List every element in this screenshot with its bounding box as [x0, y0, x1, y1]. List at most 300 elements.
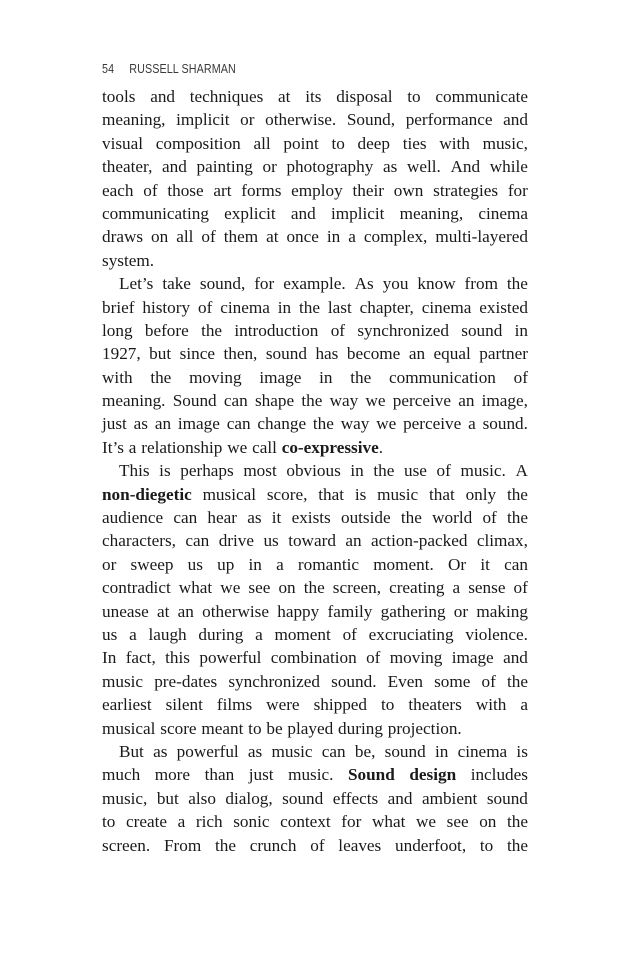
word: the: [506, 274, 528, 294]
word: the: [506, 484, 528, 504]
word: visual: [102, 133, 144, 153]
word: as: [247, 741, 263, 761]
word: shipped: [313, 695, 368, 715]
word: techniques: [189, 87, 264, 106]
word: Sound: [172, 391, 217, 411]
word: can: [321, 741, 346, 761]
word: moment: [274, 624, 331, 644]
text-line: [102, 436, 528, 459]
word: family: [327, 601, 373, 621]
text-line: [102, 506, 528, 529]
word: [409, 763, 456, 786]
word: powerful: [176, 741, 239, 761]
word: sound: [384, 741, 426, 761]
word: a: [276, 554, 284, 574]
word: and: [387, 788, 413, 808]
word: with: [102, 367, 133, 387]
word: music.: [288, 765, 334, 785]
word: or: [240, 110, 255, 130]
word: sound,: [199, 274, 246, 294]
word: films: [216, 695, 253, 715]
word: composition: [155, 133, 241, 153]
word: of: [330, 320, 346, 340]
word: history: [142, 297, 191, 317]
word: Sound,: [346, 110, 396, 130]
word: characters,: [102, 531, 176, 551]
word: once: [286, 227, 319, 247]
word: a: [129, 624, 137, 644]
word: excruciating: [368, 624, 454, 644]
word: in: [319, 367, 333, 387]
word: use: [404, 461, 427, 481]
word: those: [167, 180, 204, 200]
word: communicating: [102, 203, 209, 223]
word: music: [377, 484, 419, 504]
word: and: [162, 157, 187, 177]
word: In: [102, 648, 117, 668]
word: synchronized: [228, 671, 320, 691]
word: otherwise.: [265, 110, 337, 130]
word: sound: [265, 344, 307, 364]
word: system.: [102, 250, 155, 270]
word: on: [278, 578, 296, 598]
word: sound.: [482, 414, 528, 434]
word: take: [162, 274, 191, 294]
word: employ: [291, 180, 343, 200]
text-line: [102, 272, 528, 295]
body-text: [102, 85, 528, 857]
word: art: [213, 180, 232, 200]
paragraph: [102, 85, 528, 272]
word: combination: [270, 648, 357, 668]
word: a: [468, 414, 476, 434]
word: the: [301, 391, 323, 411]
word: otherwise: [202, 601, 269, 621]
word: and: [503, 648, 528, 668]
text-line: [102, 600, 528, 623]
word: dialog,: [225, 788, 273, 808]
word: the: [507, 835, 528, 855]
word: as: [153, 741, 168, 761]
word: obvious: [286, 461, 341, 481]
word: the: [400, 508, 422, 528]
word: as: [247, 508, 262, 528]
word: sound.: [331, 671, 377, 691]
word: we: [227, 437, 248, 457]
word: just: [248, 765, 274, 785]
word: laugh: [148, 624, 187, 644]
word: is: [159, 461, 171, 481]
word: [102, 483, 192, 506]
word: audience: [102, 508, 164, 528]
word: know: [417, 274, 456, 294]
word: performance: [405, 110, 493, 130]
word: and: [503, 110, 528, 130]
word: of: [342, 624, 357, 644]
word: with: [439, 133, 470, 153]
word: an: [458, 391, 475, 411]
word: existed: [479, 297, 528, 317]
word: sound: [486, 788, 528, 808]
word: cinema: [478, 203, 528, 223]
word: relationship: [141, 437, 223, 457]
word: ambient: [421, 788, 478, 808]
word: as: [382, 157, 398, 177]
word: and: [150, 87, 176, 106]
word: can: [185, 531, 210, 551]
word: long: [102, 320, 133, 340]
word: of: [513, 367, 528, 387]
word: way: [340, 414, 370, 434]
word: a: [348, 227, 356, 247]
word: toward: [288, 531, 336, 551]
word: cinema: [421, 297, 472, 317]
word: introduction: [234, 320, 319, 340]
text-line: [102, 717, 528, 740]
word: unease: [102, 601, 149, 621]
word: the: [507, 508, 528, 528]
word: only: [465, 484, 497, 504]
word: perceive: [392, 391, 451, 411]
word: or: [102, 554, 117, 574]
word: happy: [277, 601, 320, 621]
word: were: [266, 695, 300, 715]
text-line: [102, 623, 528, 646]
text-line: [102, 366, 528, 389]
word: an: [408, 344, 426, 364]
bold-term: non-diegetic: [102, 484, 192, 504]
word: deep: [357, 133, 390, 153]
text-line: [102, 85, 528, 108]
word: forms: [241, 180, 282, 200]
text-line: [102, 483, 528, 506]
word: their: [352, 180, 384, 200]
word: outside: [340, 508, 391, 528]
word: an: [345, 531, 362, 551]
word: is: [354, 484, 367, 504]
word: what: [371, 812, 406, 832]
word: meaning,: [399, 203, 464, 223]
word: earliest: [102, 695, 152, 715]
word: a: [128, 437, 137, 457]
word: them: [223, 227, 259, 247]
word: leaves: [338, 835, 382, 855]
word: And: [450, 157, 481, 177]
word: us: [187, 554, 203, 574]
word: tools: [102, 87, 136, 106]
word: of: [197, 297, 213, 317]
word: moving: [389, 648, 443, 668]
word: also: [188, 788, 216, 808]
word: the: [214, 835, 236, 855]
text-line: [102, 319, 528, 342]
text-line: [102, 179, 528, 202]
word: is: [516, 741, 528, 761]
word: with: [475, 695, 507, 715]
word: in: [277, 297, 292, 317]
running-header: [102, 62, 236, 76]
word: musical: [202, 484, 257, 504]
text-line: [102, 810, 528, 833]
word: a: [520, 695, 528, 715]
word: to: [479, 835, 494, 855]
word: silent: [165, 695, 203, 715]
word: music: [102, 671, 144, 691]
word: includes: [470, 765, 528, 785]
word: [348, 763, 395, 786]
word: fact,: [125, 648, 156, 668]
word: become: [346, 344, 401, 364]
word: we: [365, 391, 386, 411]
word: music: [271, 741, 313, 761]
word: some: [434, 671, 471, 691]
word: see: [248, 578, 271, 598]
word: music,: [102, 788, 148, 808]
word: own: [393, 180, 424, 200]
running-head-author: RUSSELL SHARMAN: [129, 62, 236, 76]
word: equal: [433, 344, 471, 364]
word: hear: [207, 508, 237, 528]
word: then,: [223, 344, 258, 364]
word: we: [220, 578, 241, 598]
word: drive: [218, 531, 255, 551]
word: be: [266, 718, 283, 738]
word: It’s: [102, 437, 124, 457]
word: climax,: [476, 531, 528, 551]
word: gathering: [380, 601, 446, 621]
word: or: [453, 601, 469, 621]
word: change: [257, 414, 307, 434]
word: effects: [332, 788, 379, 808]
word: played: [287, 718, 334, 738]
word: can: [226, 414, 251, 434]
bold-term: co-expressive: [281, 437, 379, 457]
word: the: [201, 320, 223, 340]
word: from: [464, 274, 498, 294]
word: the: [150, 367, 172, 387]
word: of: [513, 578, 528, 598]
word: in: [326, 227, 341, 247]
word: last: [327, 297, 352, 317]
word: for: [254, 274, 275, 294]
text-line: [102, 202, 528, 225]
word: This: [119, 461, 150, 481]
text-line: [102, 529, 528, 552]
word: powerful: [199, 648, 262, 668]
word: partner: [479, 344, 528, 364]
text-line: [102, 763, 528, 786]
word: crunch: [249, 835, 297, 855]
word: it: [271, 508, 282, 528]
word: exists: [291, 508, 331, 528]
word: call: [252, 437, 277, 457]
word: communicate: [435, 87, 528, 106]
word: has: [315, 344, 339, 364]
word: explicit: [224, 203, 276, 223]
word: meaning,: [102, 110, 166, 130]
word: Or: [448, 554, 467, 574]
word: violence.: [465, 624, 528, 644]
word: perceive: [403, 414, 462, 434]
word: sonic: [233, 812, 270, 832]
word: making: [476, 601, 528, 621]
word: in: [350, 461, 364, 481]
word: multi-layered: [435, 227, 528, 247]
bold-term: Sound: [347, 765, 395, 785]
text-line: [102, 249, 528, 272]
word: that: [428, 484, 455, 504]
word: much: [102, 765, 141, 785]
word: chapter,: [359, 297, 414, 317]
word: the: [507, 671, 528, 691]
word: before: [144, 320, 189, 340]
word: well.: [406, 157, 441, 177]
word: just: [102, 414, 127, 434]
word: of: [310, 835, 325, 855]
word: all: [176, 227, 194, 247]
word: for: [507, 180, 528, 200]
word: theaters: [408, 695, 462, 715]
word: complex,: [363, 227, 428, 247]
word: point: [283, 133, 319, 153]
word: in: [514, 320, 528, 340]
word: at: [278, 87, 291, 106]
word: the: [303, 578, 325, 598]
word: underfoot,: [395, 835, 467, 855]
word: during: [338, 718, 383, 738]
word: on: [151, 227, 169, 247]
word: contradict: [102, 578, 171, 598]
text-line: [102, 834, 528, 857]
text-line: [102, 693, 528, 716]
word: as: [133, 414, 148, 434]
word: can: [173, 508, 198, 528]
word: can: [504, 554, 528, 574]
word: the: [350, 367, 372, 387]
word: the: [312, 414, 334, 434]
word: example.: [283, 274, 346, 294]
word: see: [446, 812, 469, 832]
text-line: [102, 670, 528, 693]
word: pre-dates: [154, 671, 218, 691]
word: implicit: [330, 203, 385, 223]
word: create: [125, 812, 167, 832]
word: this: [165, 648, 190, 668]
word: it: [480, 554, 490, 574]
word: Let’s: [119, 274, 154, 294]
word: at: [266, 227, 279, 247]
word: most: [243, 461, 277, 481]
bold-term: design: [409, 765, 457, 785]
word: its: [305, 87, 322, 106]
word: cinema: [220, 297, 270, 317]
word: action-packed: [371, 531, 468, 551]
word: of: [482, 508, 497, 528]
word: implicit: [176, 110, 230, 130]
word: draws: [102, 227, 144, 247]
word: sound: [461, 320, 503, 340]
text-line: [102, 459, 528, 482]
word: to: [407, 87, 421, 106]
word: 1927,: [102, 344, 141, 364]
text-line: [102, 646, 528, 669]
word: while: [489, 157, 528, 177]
text-line: [102, 740, 528, 763]
word: to: [248, 718, 262, 738]
word: of: [436, 461, 451, 481]
paragraph: [102, 272, 528, 459]
text-line: [102, 108, 528, 131]
word: But: [119, 741, 144, 761]
word: brief: [102, 297, 135, 317]
word: during: [198, 624, 244, 644]
word: what: [178, 578, 213, 598]
word: rich: [195, 812, 223, 832]
word: we: [376, 414, 397, 434]
word: romantic: [297, 554, 359, 574]
word: As: [354, 274, 374, 294]
word: an: [154, 414, 172, 434]
word: score,: [266, 484, 308, 504]
word: cinema: [457, 741, 508, 761]
word: meant: [201, 718, 244, 738]
word: photography: [286, 157, 374, 177]
word: up: [217, 554, 235, 574]
word: a: [177, 812, 186, 832]
word: painting: [196, 157, 253, 177]
word: perhaps: [180, 461, 234, 481]
word: theater,: [102, 157, 153, 177]
word: projection.: [387, 718, 462, 738]
text-line: [102, 787, 528, 810]
word: musical: [102, 718, 156, 738]
word: to: [331, 133, 345, 153]
word: ties: [402, 133, 427, 153]
word: creating: [389, 578, 445, 598]
word: of: [366, 648, 381, 668]
text-line: [102, 132, 528, 155]
word: image: [259, 367, 302, 387]
word: moving: [189, 367, 242, 387]
word: can: [223, 391, 248, 411]
word: a: [255, 624, 263, 644]
word: an: [177, 601, 194, 621]
word: sweep: [130, 554, 174, 574]
word: than: [204, 765, 235, 785]
word: to: [381, 695, 395, 715]
word: you: [382, 274, 409, 294]
word: the: [298, 297, 320, 317]
word: the: [373, 461, 395, 481]
word: image: [451, 648, 494, 668]
word: each: [102, 180, 134, 200]
word: moment.: [373, 554, 434, 574]
word: us: [102, 624, 118, 644]
word: screen,: [332, 578, 381, 598]
word: image: [177, 414, 220, 434]
word: the: [507, 812, 528, 832]
word: but: [156, 788, 179, 808]
text-line: [102, 225, 528, 248]
text-line: [102, 576, 528, 599]
word: more: [154, 765, 191, 785]
word: image,: [481, 391, 528, 411]
word: we: [415, 812, 437, 832]
paragraph: [102, 740, 528, 857]
word: since: [179, 344, 215, 364]
word: Even: [387, 671, 423, 691]
word: for: [341, 812, 362, 832]
